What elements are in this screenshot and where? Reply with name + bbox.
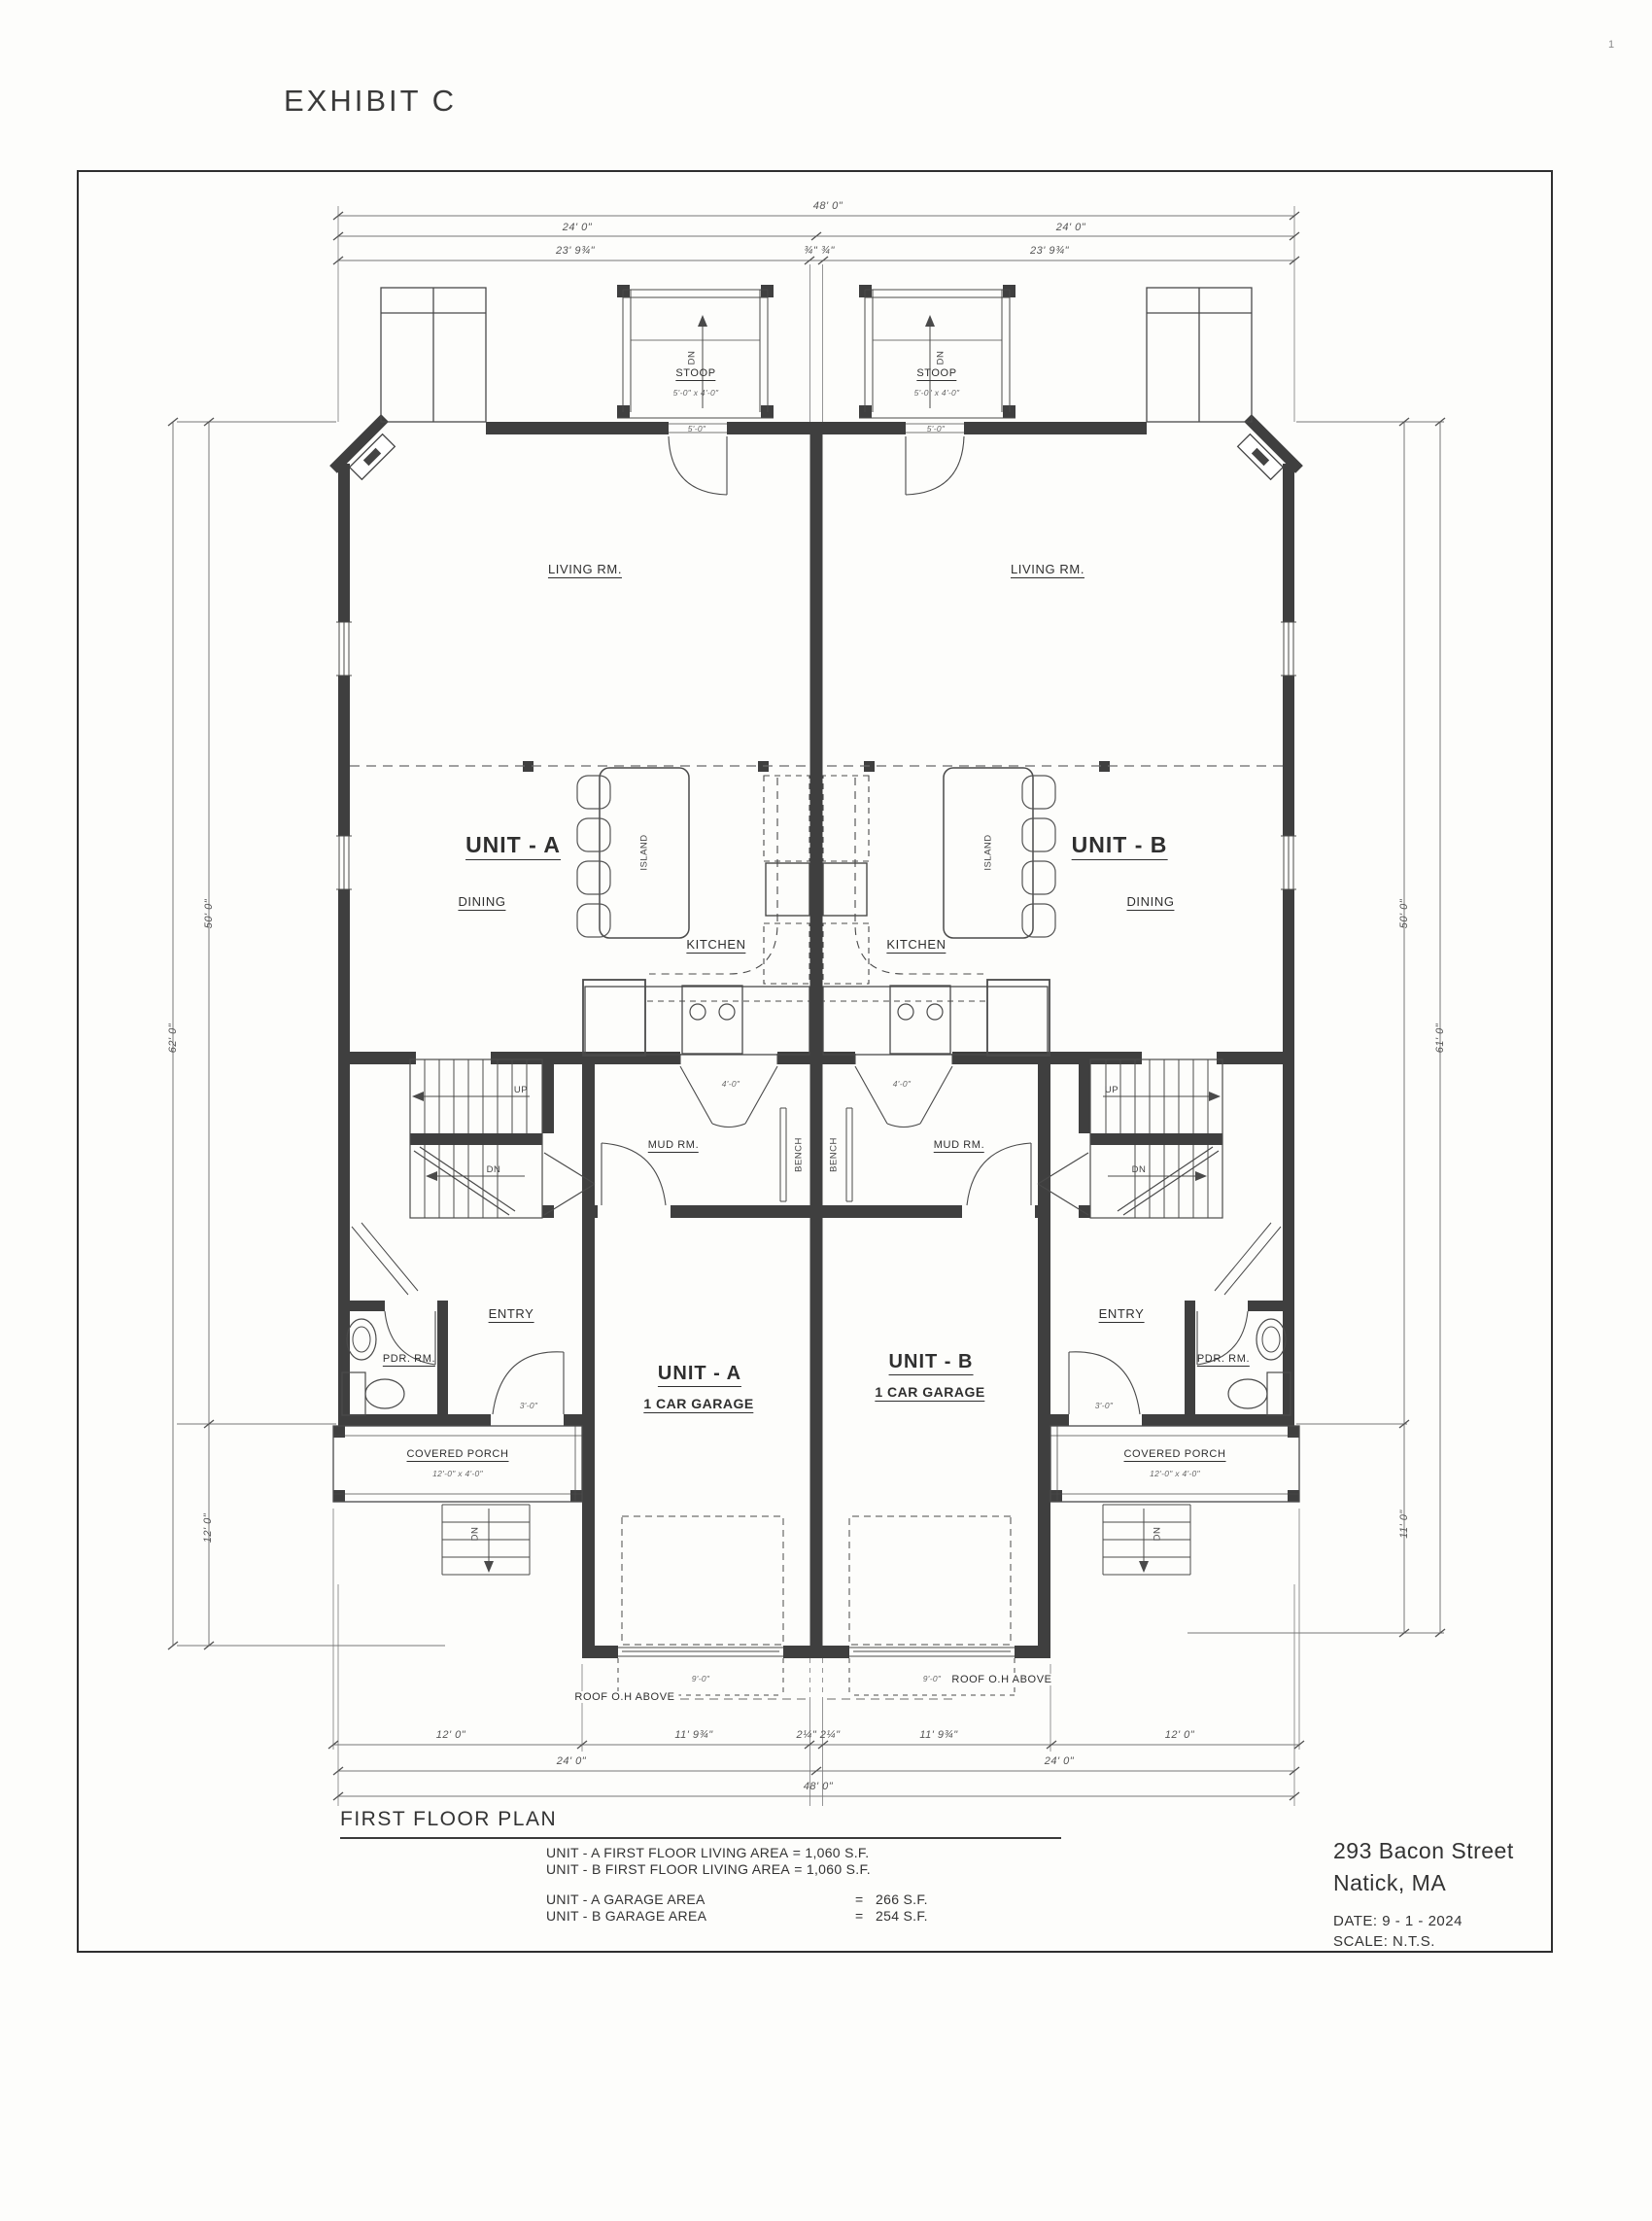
dim-garage-b-bottom: 11' 9¾" [919,1729,958,1741]
area-label: UNIT - B FIRST FLOOR LIVING AREA [546,1861,791,1877]
area-label: UNIT - B GARAGE AREA [546,1908,707,1924]
stoop-b-width-dim: 5'-0" [926,424,946,434]
dim-party-wall-top: ¾" ¾" [804,245,835,257]
entry-b-label: ENTRY [1098,1306,1145,1321]
entry-door-a-dim: 3'-0" [519,1401,538,1410]
stair-b-up-label: UP [1104,1085,1119,1095]
area-label: UNIT - A GARAGE AREA [546,1891,706,1907]
porch-a-label: COVERED PORCH [406,1448,509,1460]
dim-porch-b-bottom: 12' 0" [1164,1729,1195,1741]
dim-overall-width-bottom: 48' 0" [803,1781,834,1792]
garage-door-b-dim: 9'-0" [922,1674,942,1683]
garage-door-a-dim: 9'-0" [691,1674,710,1683]
stoop-a-label: STOOP [675,367,716,379]
island-a-label: ISLAND [638,834,650,871]
roof-oh-b-label: ROOF O.H ABOVE [947,1674,1055,1685]
porch-a-size: 12'-0" x 4'-0" [432,1469,483,1478]
garage-b-label: 1 CAR GARAGE [875,1384,985,1400]
pdr-rm-a-label: PDR. RM. [382,1353,436,1365]
unit-a-linework [333,206,822,1806]
dim-unit-a-width-bottom: 24' 0" [556,1755,587,1767]
stoop-a-dn-label: DN [686,350,698,365]
unit-b-linework [810,206,1299,1806]
dim-porch-a-bottom: 12' 0" [435,1729,466,1741]
drawing-scale: SCALE: N.T.S. [1333,1933,1435,1950]
dim-left-depth-62: 62' 0" [167,1023,179,1054]
living-rm-a-label: LIVING RM. [547,562,623,576]
stoop-a-size: 5'-0" x 4'-0" [672,388,719,398]
porch-b-size: 12'-0" x 4'-0" [1150,1469,1200,1478]
area-summary-table [546,1845,928,1925]
dining-b-label: DINING [1126,894,1175,909]
stair-a-up-label: UP [513,1085,529,1095]
entry-a-label: ENTRY [488,1306,534,1321]
unit-b-label: UNIT - B [1072,832,1168,860]
mud-rm-b-label: MUD RM. [933,1139,985,1151]
porch-steps-a-dn-label: DN [469,1526,481,1542]
roof-oh-a-label: ROOF O.H ABOVE [570,1691,678,1703]
area-value: = 266 S.F. [855,1891,928,1907]
garage-a-unit-label: UNIT - A [658,1363,741,1387]
unit-a-label: UNIT - A [465,832,561,860]
entry-door-b-dim: 3'-0" [1094,1401,1114,1410]
table-row [546,1908,928,1925]
stoop-b-size: 5'-0" x 4'-0" [913,388,960,398]
area-label: UNIT - A FIRST FLOOR LIVING AREA [546,1845,789,1860]
living-rm-b-label: LIVING RM. [1010,562,1085,576]
stoop-a-width-dim: 5'-0" [687,424,706,434]
title-block [1333,1835,1514,1952]
dim-left-depth-50: 50' 0" [203,898,215,929]
project-address-line2: Natick, MA [1333,1870,1447,1895]
mud-door-a-dim: 4'-0" [721,1079,740,1089]
plan-title: FIRST FLOOR PLAN [340,1808,558,1830]
area-value: = 1,060 S.F. [792,1845,870,1860]
project-address-line1: 293 Bacon Street [1333,1838,1514,1863]
stair-b-dn-label: DN [1131,1164,1147,1175]
garage-a-label: 1 CAR GARAGE [643,1396,754,1411]
dim-left-porch-depth: 12' 0" [202,1512,214,1544]
stoop-b-label: STOOP [916,367,957,379]
bench-b-label: BENCH [828,1137,840,1172]
table-row [546,1845,928,1861]
kitchen-a-label: KITCHEN [686,937,746,952]
dim-unit-a-width-top: 24' 0" [562,222,593,233]
dim-unit-b-width-bottom: 24' 0" [1044,1755,1075,1767]
kitchen-b-label: KITCHEN [886,937,946,952]
area-value: = 254 S.F. [855,1908,928,1924]
table-row [546,1861,928,1878]
dim-unit-b-interior-top: 23' 9¾" [1029,245,1070,257]
mud-rm-a-label: MUD RM. [647,1139,700,1151]
mud-door-b-dim: 4'-0" [892,1079,912,1089]
page-number: 1 [1608,39,1615,51]
dim-party-wall-bottom: 2¼" 2¼" [796,1729,841,1741]
porch-b-label: COVERED PORCH [1123,1448,1226,1460]
dining-a-label: DINING [458,894,506,909]
area-value: = 1,060 S.F. [794,1861,871,1877]
table-spacer [546,1878,928,1891]
table-row [546,1891,928,1908]
pdr-rm-b-label: PDR. RM. [1196,1353,1251,1365]
dim-right-depth-61: 61' 0" [1434,1023,1446,1054]
dim-right-depth-50: 50' 0" [1398,898,1410,929]
exhibit-title: EXHIBIT C [284,84,458,118]
party-wall [810,422,823,1652]
garage-b-unit-label: UNIT - B [889,1351,974,1375]
dim-garage-a-bottom: 11' 9¾" [674,1729,713,1741]
island-b-label: ISLAND [982,834,994,871]
stoop-b-dn-label: DN [935,350,946,365]
porch-steps-b-dn-label: DN [1152,1526,1163,1542]
dim-right-porch-depth: 11' 0" [1398,1510,1410,1539]
dim-unit-b-width-top: 24' 0" [1055,222,1086,233]
dim-overall-width-top: 48' 0" [812,200,843,212]
stair-a-dn-label: DN [486,1164,501,1175]
bench-a-label: BENCH [793,1137,805,1172]
drawing-date: DATE: 9 - 1 - 2024 [1333,1913,1463,1929]
dim-unit-a-interior-top: 23' 9¾" [555,245,596,257]
